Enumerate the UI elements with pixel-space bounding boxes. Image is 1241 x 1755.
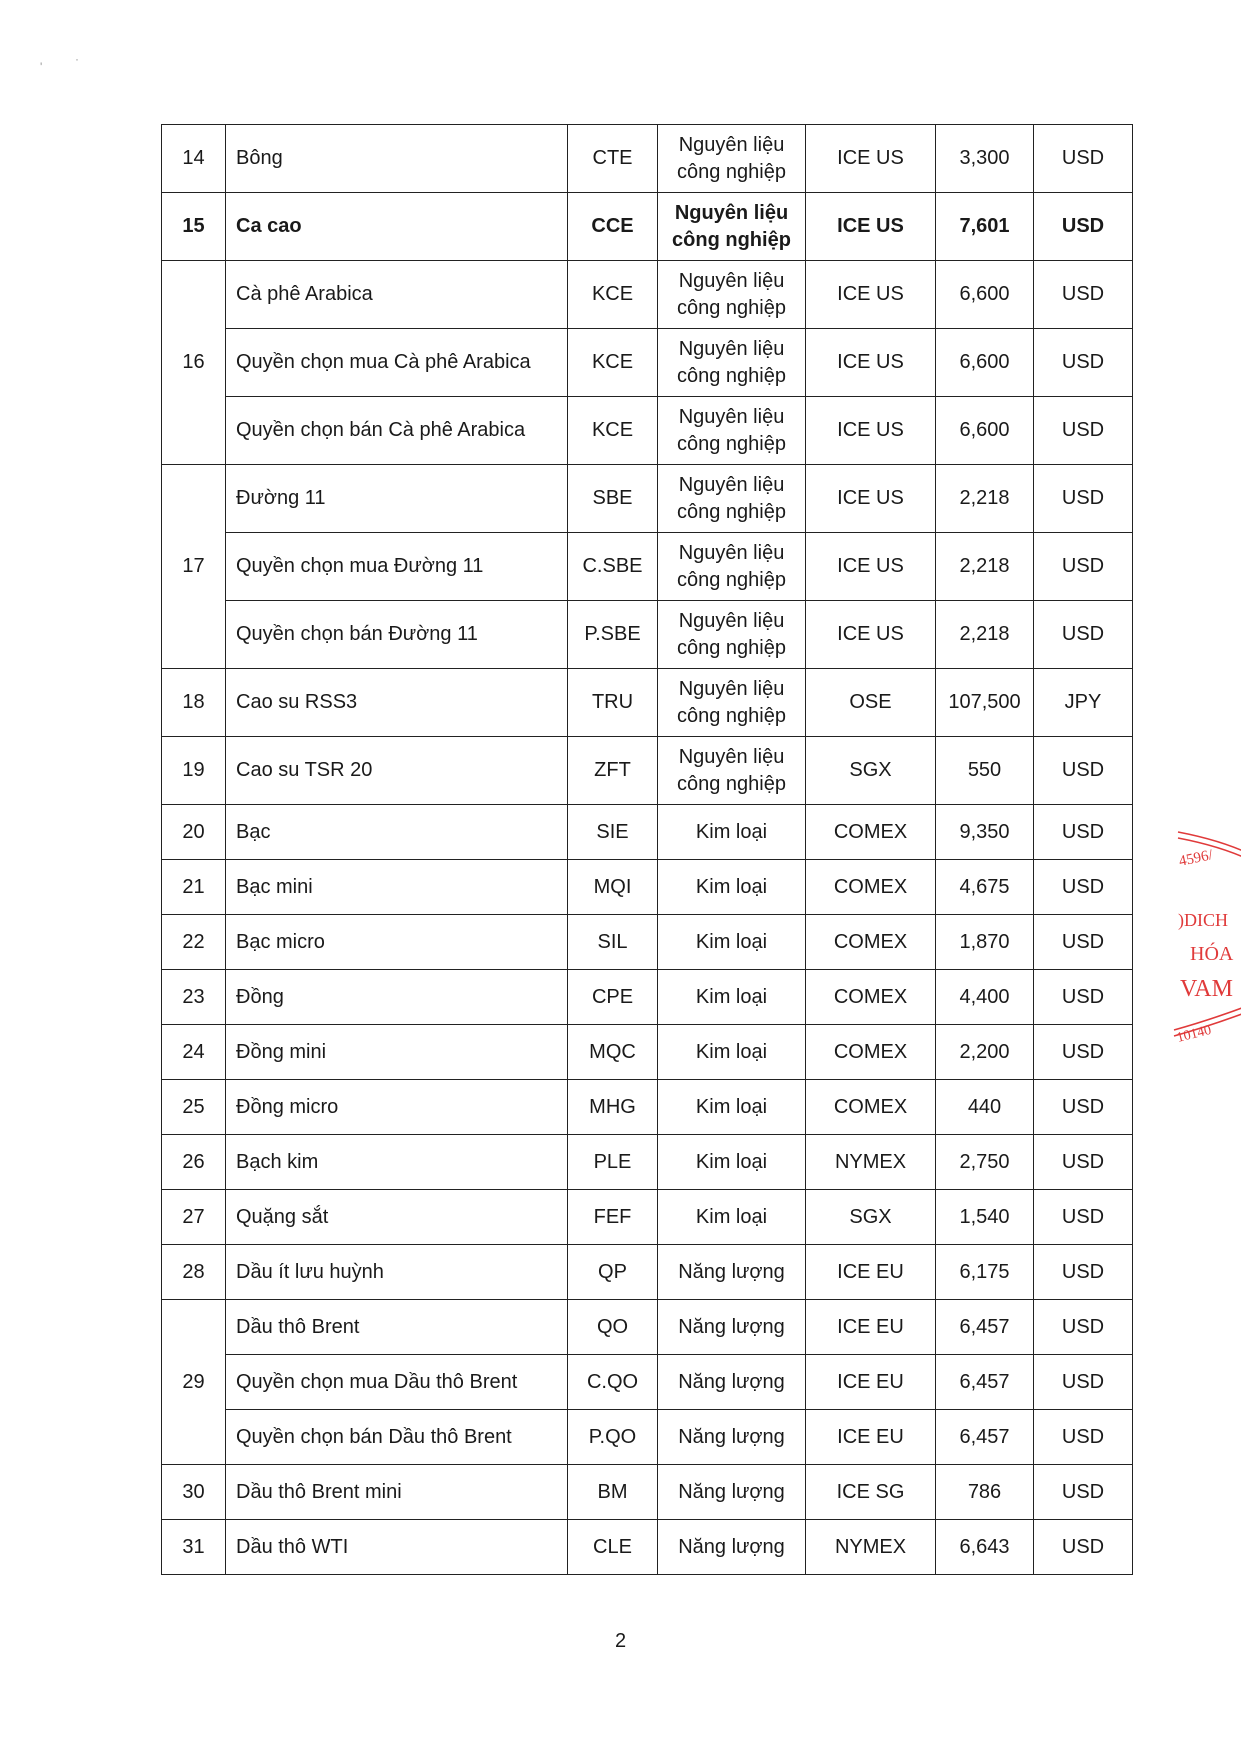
cell-group (658, 601, 806, 669)
cell-stt: 23 (162, 970, 226, 1025)
cell-commodity: Quyền chọn mua Dầu thô Brent (226, 1355, 568, 1410)
cell-currency: USD (1034, 1190, 1133, 1245)
table-row (162, 465, 1133, 533)
cell-stt: 15 (162, 193, 226, 261)
table-row (162, 1300, 1133, 1355)
cell-value: 550 (936, 737, 1034, 805)
cell-group (658, 805, 806, 860)
cell-group-line: Nguyên liệu (678, 541, 785, 564)
cell-exchange: COMEX (806, 915, 936, 970)
cell-group-line: Năng lượng (678, 1370, 785, 1393)
cell-group-line: Nguyên liệu (678, 405, 785, 428)
table-row (162, 1355, 1133, 1410)
cell-stt: 29 (162, 1300, 226, 1465)
cell-code: CCE (568, 193, 658, 261)
cell-value: 6,457 (936, 1355, 1034, 1410)
cell-group-line: Kim loại (695, 875, 768, 898)
cell-code: SIL (568, 915, 658, 970)
cell-group-line: Kim loại (695, 820, 768, 843)
stamp-fragment: 10140 (1175, 1022, 1213, 1046)
cell-value: 2,200 (936, 1025, 1034, 1080)
cell-currency: USD (1034, 193, 1133, 261)
cell-currency: USD (1034, 1465, 1133, 1520)
table-row (162, 1190, 1133, 1245)
cell-exchange: ICE US (806, 125, 936, 193)
cell-group (658, 860, 806, 915)
cell-commodity: Bạc (226, 805, 568, 860)
cell-group-line: Kim loại (695, 1150, 768, 1173)
cell-value: 440 (936, 1080, 1034, 1135)
cell-group-line: công nghiệp (677, 160, 786, 183)
cell-stt: 22 (162, 915, 226, 970)
cell-currency: USD (1034, 261, 1133, 329)
cell-exchange: ICE EU (806, 1355, 936, 1410)
cell-value: 2,218 (936, 465, 1034, 533)
cell-exchange: ICE EU (806, 1300, 936, 1355)
cell-exchange: COMEX (806, 860, 936, 915)
cell-value: 3,300 (936, 125, 1034, 193)
cell-group (658, 1245, 806, 1300)
cell-value: 2,218 (936, 601, 1034, 669)
cell-code: MHG (568, 1080, 658, 1135)
cell-value: 2,750 (936, 1135, 1034, 1190)
cell-group (658, 1355, 806, 1410)
table-row (162, 533, 1133, 601)
cell-code: CTE (568, 125, 658, 193)
cell-commodity: Bông (226, 125, 568, 193)
cell-stt: 25 (162, 1080, 226, 1135)
cell-currency: USD (1034, 465, 1133, 533)
cell-currency: USD (1034, 970, 1133, 1025)
cell-exchange: COMEX (806, 1080, 936, 1135)
cell-group-line: Kim loại (695, 930, 768, 953)
cell-group (658, 1520, 806, 1575)
cell-value: 6,600 (936, 261, 1034, 329)
cell-group-line: công nghiệp (677, 500, 786, 523)
cell-currency: USD (1034, 915, 1133, 970)
cell-group-line: Nguyên liệu (678, 133, 785, 156)
cell-code: C.QO (568, 1355, 658, 1410)
table-row (162, 1520, 1133, 1575)
cell-group (658, 915, 806, 970)
cell-code: P.SBE (568, 601, 658, 669)
cell-group-line: công nghiệp (677, 296, 786, 319)
seal-stamp (1170, 820, 1241, 1070)
cell-exchange: SGX (806, 737, 936, 805)
table-row (162, 1245, 1133, 1300)
cell-group (658, 1410, 806, 1465)
cell-stt: 19 (162, 737, 226, 805)
cell-currency: USD (1034, 860, 1133, 915)
cell-stt: 20 (162, 805, 226, 860)
cell-currency: USD (1034, 1080, 1133, 1135)
cell-code: BM (568, 1465, 658, 1520)
cell-stt: 14 (162, 125, 226, 193)
scan-speck: ' (40, 60, 43, 74)
cell-commodity: Cao su TSR 20 (226, 737, 568, 805)
cell-group (658, 193, 806, 261)
cell-value: 7,601 (936, 193, 1034, 261)
cell-group (658, 533, 806, 601)
cell-commodity: Quyền chọn mua Cà phê Arabica (226, 329, 568, 397)
cell-group-line: công nghiệp (677, 704, 786, 727)
cell-group (658, 465, 806, 533)
cell-group (658, 1135, 806, 1190)
cell-stt: 16 (162, 261, 226, 465)
cell-group-line: Năng lượng (678, 1425, 785, 1448)
cell-currency: USD (1034, 397, 1133, 465)
cell-currency: USD (1034, 533, 1133, 601)
cell-currency: USD (1034, 737, 1133, 805)
table-row (162, 1135, 1133, 1190)
cell-commodity: Đồng mini (226, 1025, 568, 1080)
cell-stt: 30 (162, 1465, 226, 1520)
cell-exchange: SGX (806, 1190, 936, 1245)
cell-currency: USD (1034, 1520, 1133, 1575)
table-row (162, 915, 1133, 970)
cell-group (658, 125, 806, 193)
cell-code: PLE (568, 1135, 658, 1190)
cell-group-line: Kim loại (695, 985, 768, 1008)
cell-value: 4,675 (936, 860, 1034, 915)
cell-group-line: Năng lượng (678, 1535, 785, 1558)
cell-group-line: Năng lượng (678, 1260, 785, 1283)
cell-currency: USD (1034, 1410, 1133, 1465)
table-row (162, 860, 1133, 915)
cell-stt: 21 (162, 860, 226, 915)
table-row (162, 261, 1133, 329)
cell-code: TRU (568, 669, 658, 737)
cell-value: 6,600 (936, 397, 1034, 465)
cell-group (658, 970, 806, 1025)
cell-group (658, 1300, 806, 1355)
cell-group-line: công nghiệp (677, 364, 786, 387)
cell-value: 107,500 (936, 669, 1034, 737)
cell-commodity: Quyền chọn mua Đường 11 (226, 533, 568, 601)
cell-group-line: Nguyên liệu (678, 473, 785, 496)
table-row (162, 1080, 1133, 1135)
cell-code: FEF (568, 1190, 658, 1245)
cell-code: P.QO (568, 1410, 658, 1465)
cell-exchange: COMEX (806, 805, 936, 860)
cell-group-line: công nghiệp (672, 228, 791, 251)
cell-currency: USD (1034, 1355, 1133, 1410)
cell-currency: USD (1034, 329, 1133, 397)
cell-group (658, 1080, 806, 1135)
cell-code: QP (568, 1245, 658, 1300)
cell-value: 6,600 (936, 329, 1034, 397)
cell-exchange: ICE EU (806, 1245, 936, 1300)
cell-value: 1,540 (936, 1190, 1034, 1245)
cell-value: 6,457 (936, 1300, 1034, 1355)
cell-group-line: Nguyên liệu (678, 745, 785, 768)
stamp-fragment: VAM (1180, 976, 1233, 1002)
cell-exchange: ICE EU (806, 1410, 936, 1465)
table-row (162, 737, 1133, 805)
cell-commodity: Đồng (226, 970, 568, 1025)
cell-code: KCE (568, 261, 658, 329)
cell-currency: USD (1034, 1300, 1133, 1355)
stamp-fragment: 4596/ (1177, 847, 1215, 870)
cell-currency: JPY (1034, 669, 1133, 737)
cell-stt: 18 (162, 669, 226, 737)
cell-group-line: Nguyên liệu (678, 337, 785, 360)
cell-group-line: Nguyên liệu (678, 677, 785, 700)
stamp-fragment: HÓA (1190, 943, 1234, 965)
cell-currency: USD (1034, 805, 1133, 860)
cell-exchange: NYMEX (806, 1520, 936, 1575)
cell-group (658, 1025, 806, 1080)
cell-code: ZFT (568, 737, 658, 805)
table-row (162, 397, 1133, 465)
cell-group (658, 261, 806, 329)
cell-stt: 31 (162, 1520, 226, 1575)
cell-value: 6,175 (936, 1245, 1034, 1300)
table-row (162, 970, 1133, 1025)
cell-commodity: Đường 11 (226, 465, 568, 533)
table-row (162, 125, 1133, 193)
cell-value: 1,870 (936, 915, 1034, 970)
cell-code: CLE (568, 1520, 658, 1575)
cell-exchange: COMEX (806, 1025, 936, 1080)
cell-commodity: Dầu ít lưu huỳnh (226, 1245, 568, 1300)
cell-code: MQC (568, 1025, 658, 1080)
cell-currency: USD (1034, 125, 1133, 193)
contracts-table (161, 124, 1133, 1575)
table-row (162, 193, 1133, 261)
cell-value: 9,350 (936, 805, 1034, 860)
table-row (162, 329, 1133, 397)
cell-exchange: ICE US (806, 533, 936, 601)
cell-group (658, 669, 806, 737)
cell-exchange: NYMEX (806, 1135, 936, 1190)
cell-code: MQI (568, 860, 658, 915)
cell-stt: 27 (162, 1190, 226, 1245)
page-number: 2 (614, 1630, 627, 1652)
table-row (162, 1410, 1133, 1465)
table-row (162, 805, 1133, 860)
cell-currency: USD (1034, 1025, 1133, 1080)
cell-commodity: Dầu thô WTI (226, 1520, 568, 1575)
cell-code: CPE (568, 970, 658, 1025)
cell-exchange: ICE US (806, 397, 936, 465)
cell-group (658, 329, 806, 397)
cell-group (658, 397, 806, 465)
cell-group-line: Kim loại (695, 1205, 768, 1228)
cell-code: KCE (568, 329, 658, 397)
cell-commodity: Quyền chọn bán Đường 11 (226, 601, 568, 669)
cell-group-line: công nghiệp (677, 636, 786, 659)
cell-group-line: Kim loại (695, 1095, 768, 1118)
cell-exchange: ICE US (806, 193, 936, 261)
cell-commodity: Dầu thô Brent mini (226, 1465, 568, 1520)
cell-code: SBE (568, 465, 658, 533)
cell-commodity: Cao su RSS3 (226, 669, 568, 737)
stamp-fragment: )DICH (1178, 910, 1228, 930)
cell-code: SIE (568, 805, 658, 860)
cell-commodity: Bạc micro (226, 915, 568, 970)
cell-group (658, 1465, 806, 1520)
cell-group-line: Kim loại (695, 1040, 768, 1063)
table-row (162, 669, 1133, 737)
cell-value: 2,218 (936, 533, 1034, 601)
cell-stt: 17 (162, 465, 226, 669)
cell-group-line: công nghiệp (677, 432, 786, 455)
cell-group-line: công nghiệp (677, 568, 786, 591)
cell-currency: USD (1034, 1135, 1133, 1190)
cell-group-line: công nghiệp (677, 772, 786, 795)
cell-exchange: OSE (806, 669, 936, 737)
cell-exchange: ICE US (806, 329, 936, 397)
cell-currency: USD (1034, 601, 1133, 669)
cell-commodity: Đồng micro (226, 1080, 568, 1135)
cell-stt: 24 (162, 1025, 226, 1080)
table-row (162, 601, 1133, 669)
cell-stt: 28 (162, 1245, 226, 1300)
cell-code: QO (568, 1300, 658, 1355)
cell-exchange: ICE US (806, 465, 936, 533)
cell-currency: USD (1034, 1245, 1133, 1300)
cell-exchange: COMEX (806, 970, 936, 1025)
table-row (162, 1465, 1133, 1520)
cell-commodity: Bạc mini (226, 860, 568, 915)
cell-commodity: Dầu thô Brent (226, 1300, 568, 1355)
cell-commodity: Ca cao (226, 193, 568, 261)
cell-group-line: Năng lượng (678, 1480, 785, 1503)
cell-group (658, 1190, 806, 1245)
cell-group-line: Nguyên liệu (678, 269, 785, 292)
cell-value: 4,400 (936, 970, 1034, 1025)
cell-commodity: Quặng sắt (226, 1190, 568, 1245)
cell-code: KCE (568, 397, 658, 465)
cell-commodity: Bạch kim (226, 1135, 568, 1190)
cell-commodity: Cà phê Arabica (226, 261, 568, 329)
cell-commodity: Quyền chọn bán Dầu thô Brent (226, 1410, 568, 1465)
cell-code: C.SBE (568, 533, 658, 601)
cell-value: 786 (936, 1465, 1034, 1520)
cell-stt: 26 (162, 1135, 226, 1190)
table-row (162, 1025, 1133, 1080)
cell-group-line: Nguyên liệu (674, 201, 789, 224)
cell-value: 6,457 (936, 1410, 1034, 1465)
cell-group (658, 737, 806, 805)
cell-group-line: Nguyên liệu (678, 609, 785, 632)
cell-exchange: ICE US (806, 261, 936, 329)
cell-commodity: Quyền chọn bán Cà phê Arabica (226, 397, 568, 465)
cell-group-line: Năng lượng (678, 1315, 785, 1338)
cell-exchange: ICE US (806, 601, 936, 669)
cell-value: 6,643 (936, 1520, 1034, 1575)
scan-speck: · (75, 52, 79, 66)
cell-exchange: ICE SG (806, 1465, 936, 1520)
